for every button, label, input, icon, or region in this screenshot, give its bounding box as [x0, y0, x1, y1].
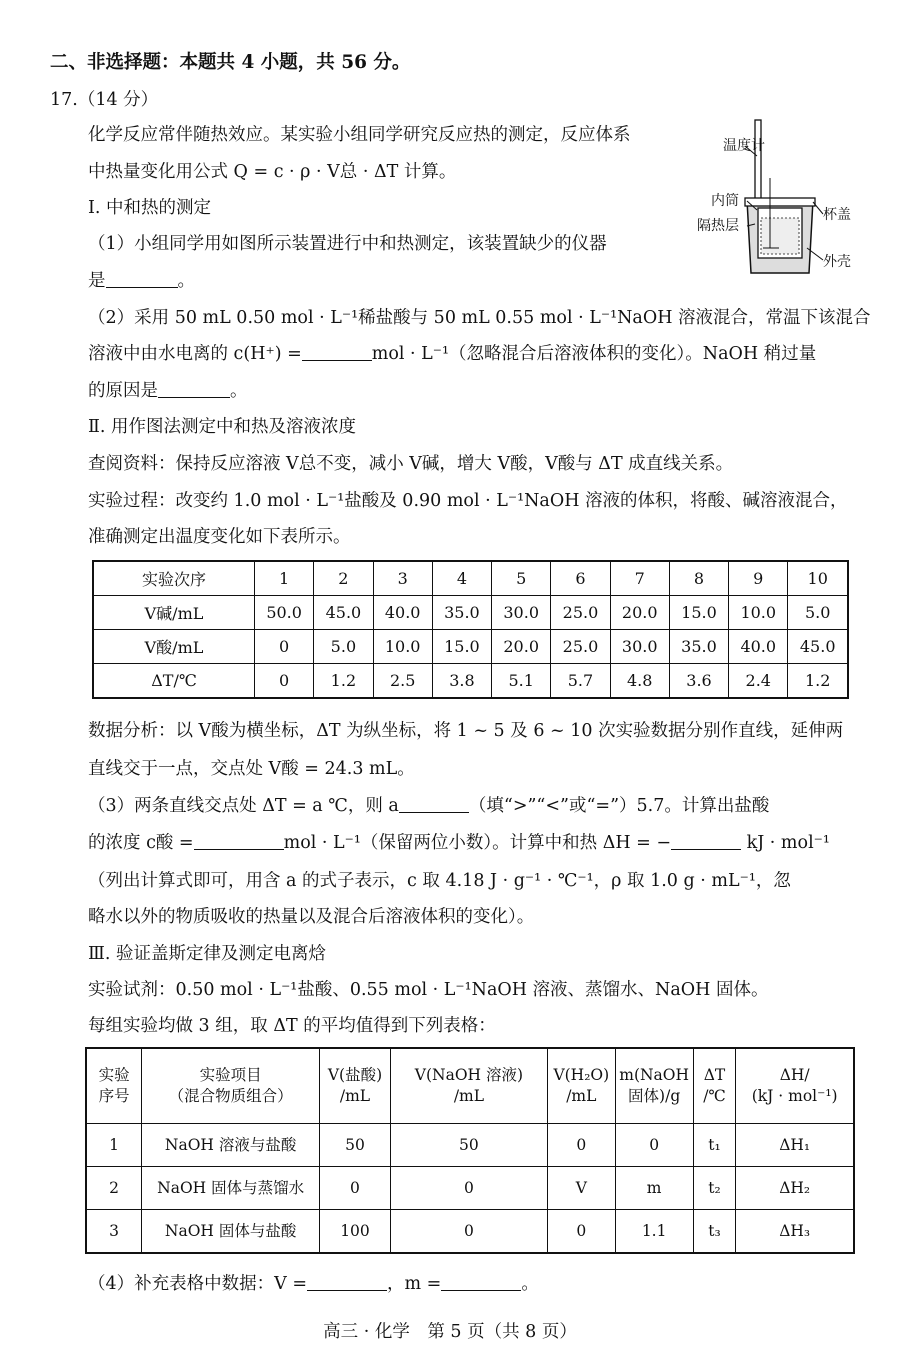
table-cell: 50.0 — [255, 596, 314, 630]
column-header: ΔH/ (kJ · mol⁻¹) — [736, 1048, 854, 1124]
table-cell: 0 — [390, 1210, 547, 1254]
table-cell: 5.7 — [551, 664, 610, 699]
q2-line-1: （2）采用 50 mL 0.50 mol · L⁻¹稀盐酸与 50 mL 0.55 mol · L⁻¹NaOH 溶液混合，常温下该混合 — [88, 308, 871, 328]
table-cell: 25.0 — [551, 596, 610, 630]
section-title: 二、非选择题：本题共 4 小题，共 56 分。 — [50, 52, 411, 73]
table-row — [93, 596, 848, 630]
label-thermometer: 温度计 — [723, 138, 765, 154]
table-cell: 2.5 — [373, 664, 432, 699]
table-cell: 2 — [86, 1167, 142, 1210]
table-cell: 8 — [669, 561, 728, 596]
analysis-line-1: 数据分析：以 V酸为横坐标，ΔT 为纵坐标，将 1 ~ 5 及 6 ~ 10 次实验数据分别作直线，延伸两 — [88, 721, 844, 741]
table-cell: 0 — [320, 1167, 391, 1210]
table-cell: 3.8 — [432, 664, 491, 699]
table-cell: 45.0 — [314, 596, 373, 630]
table-cell: 0 — [390, 1167, 547, 1210]
table-cell: t₃ — [693, 1210, 736, 1254]
procedure-line-1: 实验过程：改变约 1.0 mol · L⁻¹盐酸及 0.90 mol · L⁻¹NaOH 溶液的体积，将酸、碱溶液混合， — [88, 491, 848, 511]
table-cell: V — [547, 1167, 615, 1210]
procedure-line-2: 准确测定出温度变化如下表所示。 — [88, 527, 351, 547]
answer-blank[interactable] — [441, 1273, 521, 1292]
intro-line-2: 中热量变化用公式 Q = c · ρ · V总 · ΔT 计算。 — [88, 162, 457, 182]
table-cell: 45.0 — [788, 630, 848, 664]
calorimeter-diagram — [695, 118, 865, 288]
table-cell: 40.0 — [729, 630, 788, 664]
reference-line: 查阅资料：保持反应溶液 V总不变，减小 V碱，增大 V酸，V酸与 ΔT 成直线关系。 — [88, 454, 734, 474]
table-cell: 10 — [788, 561, 848, 596]
table-cell: 25.0 — [551, 630, 610, 664]
table-cell: 40.0 — [373, 596, 432, 630]
table-cell: 20.0 — [610, 596, 669, 630]
table-cell: 2 — [314, 561, 373, 596]
table-cell: 35.0 — [432, 596, 491, 630]
answer-blank[interactable] — [302, 343, 372, 362]
table-cell: 30.0 — [610, 630, 669, 664]
column-header: 实验项目 （混合物质组合） — [142, 1048, 320, 1124]
temperature-table — [92, 560, 849, 699]
part1-title: Ⅰ. 中和热的测定 — [88, 198, 212, 218]
table-cell: 6 — [551, 561, 610, 596]
part3-title: Ⅲ. 验证盖斯定律及测定电离焓 — [88, 944, 327, 964]
table-row — [86, 1124, 854, 1167]
table-cell: NaOH 固体与蒸馏水 — [142, 1167, 320, 1210]
table-cell: 35.0 — [669, 630, 728, 664]
table-row — [93, 630, 848, 664]
table-cell: 3.6 — [669, 664, 728, 699]
table-cell: 1.2 — [314, 664, 373, 699]
table-cell: 0 — [547, 1210, 615, 1254]
table-cell: 50 — [320, 1124, 391, 1167]
table-cell: NaOH 溶液与盐酸 — [142, 1124, 320, 1167]
column-header: 实验 序号 — [86, 1048, 142, 1124]
table-cell: 1.2 — [788, 664, 848, 699]
reagents-line: 实验试剂：0.50 mol · L⁻¹盐酸、0.55 mol · L⁻¹NaOH 溶液、蒸馏水、NaOH 固体。 — [88, 980, 769, 1000]
part2-title: Ⅱ. 用作图法测定中和热及溶液浓度 — [88, 417, 357, 437]
table-cell: 3 — [86, 1210, 142, 1254]
table-cell: NaOH 固体与盐酸 — [142, 1210, 320, 1254]
table-cell: t₁ — [693, 1124, 736, 1167]
label-shell: 外壳 — [823, 254, 851, 270]
q3-line-2: 的浓度 c酸 = mol · L⁻¹（保留两位小数）。计算中和热 ΔH = − kJ · mol⁻¹ — [88, 833, 830, 853]
table-cell: 5.1 — [492, 664, 551, 699]
q3-line-3: （列出计算式即可，用含 a 的式子表示，c 取 4.18 J · g⁻¹ · ℃⁻¹，ρ 取 1.0 g · mL⁻¹，忽 — [88, 871, 791, 891]
question-number: 17.（14 分） — [50, 90, 159, 110]
table-cell: 5 — [492, 561, 551, 596]
answer-blank[interactable] — [399, 795, 469, 814]
table-cell: 4 — [432, 561, 491, 596]
answer-blank[interactable] — [307, 1273, 387, 1292]
q3-line-1: （3）两条直线交点处 ΔT = a ℃，则 a （填“>”“<”或“=”）5.7。计算出盐酸 — [88, 796, 770, 816]
table-cell: 10.0 — [373, 630, 432, 664]
table-cell: m — [615, 1167, 693, 1210]
row-label: V碱/mL — [93, 596, 255, 630]
each-group-line: 每组实验均做 3 组，取 ΔT 的平均值得到下列表格： — [88, 1016, 496, 1036]
column-header: m(NaOH 固体)/g — [615, 1048, 693, 1124]
answer-blank[interactable] — [106, 270, 178, 289]
table-cell: t₂ — [693, 1167, 736, 1210]
table-cell: 5.0 — [788, 596, 848, 630]
table-cell: 5.0 — [314, 630, 373, 664]
table-cell: ΔH₁ — [736, 1124, 854, 1167]
row-label: 实验次序 — [93, 561, 255, 596]
page-footer: 高三 · 化学 第 5 页（共 8 页） — [323, 1322, 577, 1342]
label-lid: 杯盖 — [823, 207, 851, 223]
table-cell: 0 — [255, 664, 314, 699]
table-cell: 20.0 — [492, 630, 551, 664]
table-row — [86, 1167, 854, 1210]
table-cell: 15.0 — [669, 596, 728, 630]
row-label: V酸/mL — [93, 630, 255, 664]
hess-law-table — [85, 1047, 855, 1254]
column-header: V(盐酸) /mL — [320, 1048, 391, 1124]
table-cell: 1 — [86, 1124, 142, 1167]
column-header: V(NaOH 溶液) /mL — [390, 1048, 547, 1124]
table-cell: 100 — [320, 1210, 391, 1254]
table-cell: 2.4 — [729, 664, 788, 699]
table-cell: 0 — [615, 1124, 693, 1167]
label-inner-cup: 内筒 — [711, 193, 739, 209]
analysis-line-2: 直线交于一点，交点处 V酸 = 24.3 mL。 — [88, 759, 415, 779]
q3-line-4: 略水以外的物质吸收的热量以及混合后溶液体积的变化）。 — [88, 907, 535, 927]
table-cell: 0 — [255, 630, 314, 664]
column-header: ΔT /℃ — [693, 1048, 736, 1124]
table-cell: 3 — [373, 561, 432, 596]
table-cell: 9 — [729, 561, 788, 596]
table-cell: 4.8 — [610, 664, 669, 699]
table-cell: ΔH₃ — [736, 1210, 854, 1254]
table-cell: 7 — [610, 561, 669, 596]
row-label: ΔT/℃ — [93, 664, 255, 699]
q4-line: （4）补充表格中数据：V = ，m = 。 — [88, 1274, 539, 1294]
answer-blank[interactable] — [158, 380, 230, 399]
q1-line-2: 是 。 — [88, 271, 195, 291]
column-header: V(H₂O) /mL — [547, 1048, 615, 1124]
q1-line-1: （1）小组同学用如图所示装置进行中和热测定，该装置缺少的仪器 — [88, 234, 607, 254]
q2-line-3: 的原因是 。 — [88, 381, 248, 401]
label-insulation: 隔热层 — [697, 218, 739, 234]
table-cell: 10.0 — [729, 596, 788, 630]
table-row — [93, 561, 848, 596]
answer-blank[interactable] — [671, 832, 741, 851]
table-cell: ΔH₂ — [736, 1167, 854, 1210]
table-row — [93, 664, 848, 699]
table-row — [86, 1210, 854, 1254]
table-cell: 30.0 — [492, 596, 551, 630]
table-cell: 1.1 — [615, 1210, 693, 1254]
answer-blank[interactable] — [194, 832, 284, 851]
table-cell: 0 — [547, 1124, 615, 1167]
table-header-row — [86, 1048, 854, 1124]
intro-line-1: 化学反应常伴随热效应。某实验小组同学研究反应热的测定，反应体系 — [88, 125, 631, 145]
table-cell: 15.0 — [432, 630, 491, 664]
table-cell: 1 — [255, 561, 314, 596]
q2-line-2: 溶液中由水电离的 c(H⁺) = mol · L⁻¹（忽略混合后溶液体积的变化）。NaOH 稍过量 — [88, 344, 817, 364]
table-cell: 50 — [390, 1124, 547, 1167]
